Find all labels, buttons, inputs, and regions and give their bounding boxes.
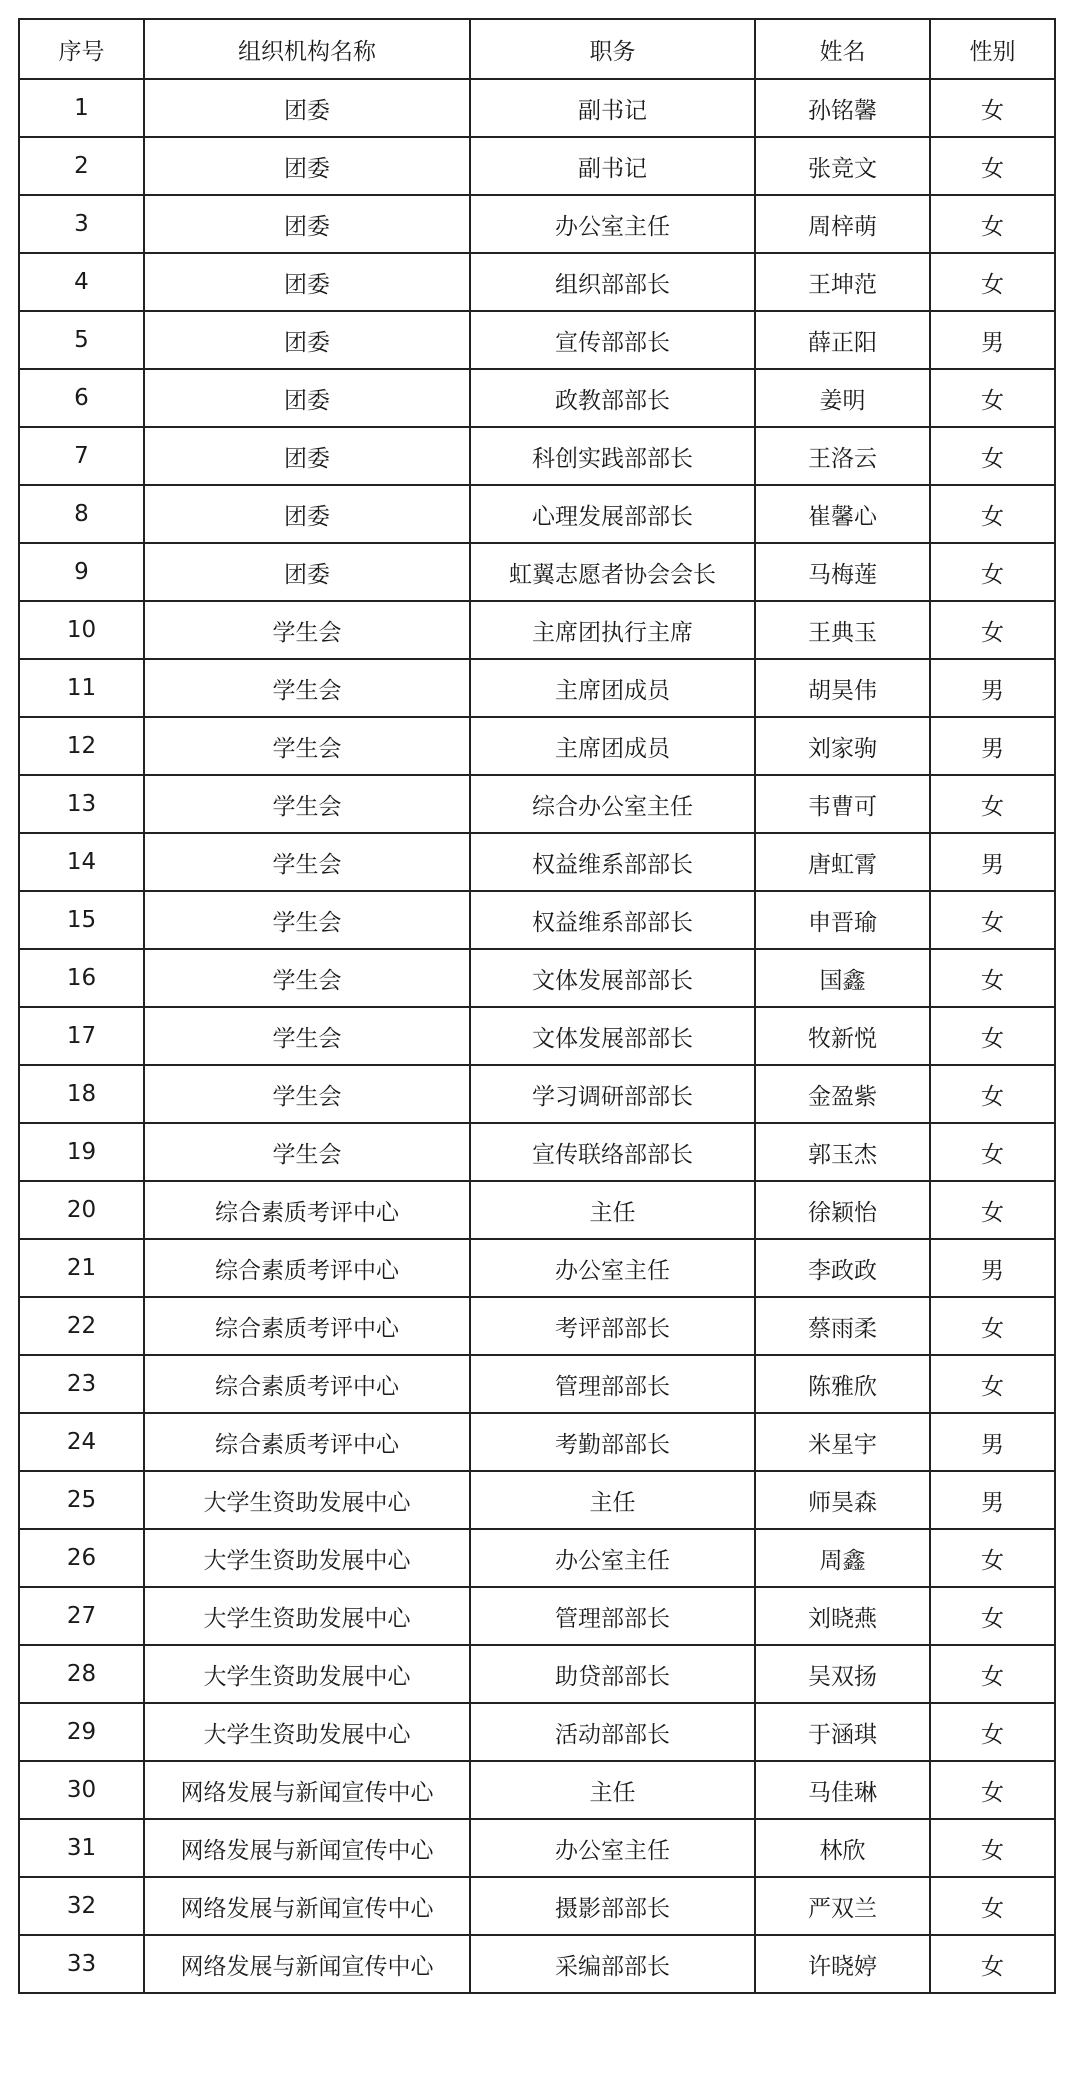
cell-organization: 团委 bbox=[144, 427, 470, 485]
cell-organization: 学生会 bbox=[144, 717, 470, 775]
table-row bbox=[19, 1413, 1055, 1471]
cell-gender: 女 bbox=[930, 1935, 1055, 1993]
cell-organization: 团委 bbox=[144, 253, 470, 311]
cell-position: 办公室主任 bbox=[470, 1529, 755, 1587]
cell-name: 薛正阳 bbox=[755, 311, 930, 369]
cell-name: 师昊森 bbox=[755, 1471, 930, 1529]
cell-gender: 女 bbox=[930, 195, 1055, 253]
cell-index: 6 bbox=[19, 369, 144, 427]
cell-name: 国鑫 bbox=[755, 949, 930, 1007]
table-row bbox=[19, 369, 1055, 427]
cell-organization: 学生会 bbox=[144, 1007, 470, 1065]
cell-position: 主席团执行主席 bbox=[470, 601, 755, 659]
table-row bbox=[19, 1529, 1055, 1587]
cell-organization: 大学生资助发展中心 bbox=[144, 1529, 470, 1587]
cell-organization: 学生会 bbox=[144, 775, 470, 833]
cell-name: 金盈紫 bbox=[755, 1065, 930, 1123]
cell-position: 政教部部长 bbox=[470, 369, 755, 427]
cell-position: 办公室主任 bbox=[470, 195, 755, 253]
table-row bbox=[19, 1239, 1055, 1297]
cell-name: 刘家驹 bbox=[755, 717, 930, 775]
cell-name: 徐颖怡 bbox=[755, 1181, 930, 1239]
cell-organization: 综合素质考评中心 bbox=[144, 1413, 470, 1471]
cell-organization: 网络发展与新闻宣传中心 bbox=[144, 1877, 470, 1935]
table-row bbox=[19, 1587, 1055, 1645]
header-row bbox=[19, 19, 1055, 79]
cell-gender: 女 bbox=[930, 1065, 1055, 1123]
cell-name: 孙铭馨 bbox=[755, 79, 930, 137]
table-row bbox=[19, 1703, 1055, 1761]
table-row bbox=[19, 485, 1055, 543]
cell-index: 22 bbox=[19, 1297, 144, 1355]
cell-name: 胡昊伟 bbox=[755, 659, 930, 717]
cell-name: 李政政 bbox=[755, 1239, 930, 1297]
cell-name: 许晓婷 bbox=[755, 1935, 930, 1993]
cell-index: 18 bbox=[19, 1065, 144, 1123]
cell-gender: 女 bbox=[930, 137, 1055, 195]
cell-organization: 网络发展与新闻宣传中心 bbox=[144, 1761, 470, 1819]
table-row bbox=[19, 311, 1055, 369]
cell-index: 19 bbox=[19, 1123, 144, 1181]
cell-organization: 团委 bbox=[144, 369, 470, 427]
table-row bbox=[19, 891, 1055, 949]
cell-position: 文体发展部部长 bbox=[470, 949, 755, 1007]
table-header bbox=[19, 19, 1055, 79]
cell-organization: 网络发展与新闻宣传中心 bbox=[144, 1935, 470, 1993]
cell-gender: 女 bbox=[930, 1587, 1055, 1645]
cell-gender: 女 bbox=[930, 485, 1055, 543]
cell-position: 副书记 bbox=[470, 79, 755, 137]
cell-index: 15 bbox=[19, 891, 144, 949]
cell-name: 米星宇 bbox=[755, 1413, 930, 1471]
cell-organization: 综合素质考评中心 bbox=[144, 1181, 470, 1239]
cell-position: 办公室主任 bbox=[470, 1819, 755, 1877]
cell-index: 16 bbox=[19, 949, 144, 1007]
cell-organization: 综合素质考评中心 bbox=[144, 1239, 470, 1297]
cell-position: 主任 bbox=[470, 1181, 755, 1239]
table-row bbox=[19, 833, 1055, 891]
cell-position: 心理发展部部长 bbox=[470, 485, 755, 543]
cell-name: 崔馨心 bbox=[755, 485, 930, 543]
cell-organization: 学生会 bbox=[144, 601, 470, 659]
cell-organization: 团委 bbox=[144, 79, 470, 137]
cell-position: 考勤部部长 bbox=[470, 1413, 755, 1471]
cell-index: 21 bbox=[19, 1239, 144, 1297]
cell-name: 陈雅欣 bbox=[755, 1355, 930, 1413]
cell-organization: 团委 bbox=[144, 195, 470, 253]
table-body bbox=[19, 79, 1055, 1993]
cell-name: 唐虹霄 bbox=[755, 833, 930, 891]
cell-name: 刘晓燕 bbox=[755, 1587, 930, 1645]
cell-gender: 女 bbox=[930, 79, 1055, 137]
table-row bbox=[19, 1877, 1055, 1935]
cell-organization: 网络发展与新闻宣传中心 bbox=[144, 1819, 470, 1877]
cell-name: 申晋瑜 bbox=[755, 891, 930, 949]
cell-name: 周鑫 bbox=[755, 1529, 930, 1587]
cell-position: 采编部部长 bbox=[470, 1935, 755, 1993]
cell-index: 1 bbox=[19, 79, 144, 137]
cell-organization: 团委 bbox=[144, 311, 470, 369]
cell-gender: 男 bbox=[930, 311, 1055, 369]
cell-gender: 男 bbox=[930, 1239, 1055, 1297]
cell-position: 活动部部长 bbox=[470, 1703, 755, 1761]
table-row bbox=[19, 949, 1055, 1007]
cell-gender: 女 bbox=[930, 427, 1055, 485]
cell-position: 摄影部部长 bbox=[470, 1877, 755, 1935]
cell-index: 9 bbox=[19, 543, 144, 601]
cell-index: 12 bbox=[19, 717, 144, 775]
cell-organization: 大学生资助发展中心 bbox=[144, 1587, 470, 1645]
cell-index: 29 bbox=[19, 1703, 144, 1761]
cell-name: 王洛云 bbox=[755, 427, 930, 485]
cell-name: 蔡雨柔 bbox=[755, 1297, 930, 1355]
cell-position: 办公室主任 bbox=[470, 1239, 755, 1297]
cell-gender: 女 bbox=[930, 1645, 1055, 1703]
cell-name: 吴双扬 bbox=[755, 1645, 930, 1703]
cell-gender: 女 bbox=[930, 1819, 1055, 1877]
cell-gender: 女 bbox=[930, 1007, 1055, 1065]
cell-index: 2 bbox=[19, 137, 144, 195]
table-row bbox=[19, 1007, 1055, 1065]
cell-gender: 女 bbox=[930, 1877, 1055, 1935]
cell-organization: 大学生资助发展中心 bbox=[144, 1703, 470, 1761]
table-row bbox=[19, 1355, 1055, 1413]
cell-name: 于涵琪 bbox=[755, 1703, 930, 1761]
cell-index: 27 bbox=[19, 1587, 144, 1645]
cell-index: 33 bbox=[19, 1935, 144, 1993]
cell-organization: 学生会 bbox=[144, 1065, 470, 1123]
cell-position: 综合办公室主任 bbox=[470, 775, 755, 833]
cell-gender: 女 bbox=[930, 543, 1055, 601]
cell-organization: 学生会 bbox=[144, 659, 470, 717]
cell-name: 马梅莲 bbox=[755, 543, 930, 601]
table-row bbox=[19, 137, 1055, 195]
cell-index: 13 bbox=[19, 775, 144, 833]
cell-gender: 女 bbox=[930, 369, 1055, 427]
cell-organization: 综合素质考评中心 bbox=[144, 1297, 470, 1355]
cell-position: 权益维系部部长 bbox=[470, 891, 755, 949]
cell-position: 主席团成员 bbox=[470, 717, 755, 775]
cell-position: 宣传部部长 bbox=[470, 311, 755, 369]
cell-name: 牧新悦 bbox=[755, 1007, 930, 1065]
cell-index: 4 bbox=[19, 253, 144, 311]
cell-organization: 团委 bbox=[144, 485, 470, 543]
cell-index: 7 bbox=[19, 427, 144, 485]
cell-gender: 男 bbox=[930, 1471, 1055, 1529]
table-row bbox=[19, 601, 1055, 659]
cell-index: 28 bbox=[19, 1645, 144, 1703]
header-position: 职务 bbox=[470, 19, 755, 79]
table-row bbox=[19, 717, 1055, 775]
cell-position: 主任 bbox=[470, 1471, 755, 1529]
cell-gender: 女 bbox=[930, 253, 1055, 311]
header-index: 序号 bbox=[19, 19, 144, 79]
cell-gender: 女 bbox=[930, 1297, 1055, 1355]
cell-position: 考评部部长 bbox=[470, 1297, 755, 1355]
cell-position: 管理部部长 bbox=[470, 1355, 755, 1413]
cell-gender: 女 bbox=[930, 1181, 1055, 1239]
table-row bbox=[19, 427, 1055, 485]
cell-organization: 大学生资助发展中心 bbox=[144, 1471, 470, 1529]
cell-name: 严双兰 bbox=[755, 1877, 930, 1935]
table-row bbox=[19, 1645, 1055, 1703]
cell-index: 25 bbox=[19, 1471, 144, 1529]
cell-name: 马佳琳 bbox=[755, 1761, 930, 1819]
cell-position: 管理部部长 bbox=[470, 1587, 755, 1645]
cell-gender: 女 bbox=[930, 1761, 1055, 1819]
header-organization: 组织机构名称 bbox=[144, 19, 470, 79]
cell-gender: 男 bbox=[930, 659, 1055, 717]
table-row bbox=[19, 253, 1055, 311]
cell-organization: 团委 bbox=[144, 543, 470, 601]
cell-name: 张竞文 bbox=[755, 137, 930, 195]
cell-index: 17 bbox=[19, 1007, 144, 1065]
cell-index: 5 bbox=[19, 311, 144, 369]
cell-index: 26 bbox=[19, 1529, 144, 1587]
cell-name: 王典玉 bbox=[755, 601, 930, 659]
table-row bbox=[19, 1761, 1055, 1819]
table-row bbox=[19, 1819, 1055, 1877]
header-gender: 性别 bbox=[930, 19, 1055, 79]
cell-gender: 男 bbox=[930, 833, 1055, 891]
cell-gender: 女 bbox=[930, 1355, 1055, 1413]
cell-organization: 学生会 bbox=[144, 833, 470, 891]
cell-position: 主席团成员 bbox=[470, 659, 755, 717]
table-row bbox=[19, 543, 1055, 601]
cell-name: 王坤范 bbox=[755, 253, 930, 311]
cell-organization: 团委 bbox=[144, 137, 470, 195]
cell-position: 组织部部长 bbox=[470, 253, 755, 311]
cell-index: 14 bbox=[19, 833, 144, 891]
cell-organization: 学生会 bbox=[144, 949, 470, 1007]
cell-organization: 学生会 bbox=[144, 891, 470, 949]
cell-gender: 女 bbox=[930, 775, 1055, 833]
table-row bbox=[19, 775, 1055, 833]
cell-name: 周梓萌 bbox=[755, 195, 930, 253]
cell-name: 郭玉杰 bbox=[755, 1123, 930, 1181]
cell-gender: 女 bbox=[930, 891, 1055, 949]
table-row bbox=[19, 1935, 1055, 1993]
table-row bbox=[19, 1065, 1055, 1123]
cell-index: 10 bbox=[19, 601, 144, 659]
cell-position: 副书记 bbox=[470, 137, 755, 195]
cell-index: 32 bbox=[19, 1877, 144, 1935]
cell-name: 姜明 bbox=[755, 369, 930, 427]
cell-position: 主任 bbox=[470, 1761, 755, 1819]
cell-organization: 学生会 bbox=[144, 1123, 470, 1181]
cell-name: 林欣 bbox=[755, 1819, 930, 1877]
cell-position: 权益维系部部长 bbox=[470, 833, 755, 891]
cell-position: 科创实践部部长 bbox=[470, 427, 755, 485]
roster-table bbox=[18, 18, 1056, 1994]
cell-index: 20 bbox=[19, 1181, 144, 1239]
cell-gender: 女 bbox=[930, 601, 1055, 659]
cell-position: 文体发展部部长 bbox=[470, 1007, 755, 1065]
table-row bbox=[19, 79, 1055, 137]
cell-gender: 女 bbox=[930, 1123, 1055, 1181]
table-row bbox=[19, 659, 1055, 717]
cell-index: 8 bbox=[19, 485, 144, 543]
cell-position: 学习调研部部长 bbox=[470, 1065, 755, 1123]
cell-gender: 女 bbox=[930, 949, 1055, 1007]
cell-index: 11 bbox=[19, 659, 144, 717]
cell-organization: 大学生资助发展中心 bbox=[144, 1645, 470, 1703]
cell-index: 3 bbox=[19, 195, 144, 253]
cell-gender: 女 bbox=[930, 1529, 1055, 1587]
table-row bbox=[19, 1471, 1055, 1529]
cell-gender: 女 bbox=[930, 1703, 1055, 1761]
cell-position: 宣传联络部部长 bbox=[470, 1123, 755, 1181]
cell-organization: 综合素质考评中心 bbox=[144, 1355, 470, 1413]
table-row bbox=[19, 1297, 1055, 1355]
table-row bbox=[19, 195, 1055, 253]
cell-index: 30 bbox=[19, 1761, 144, 1819]
cell-name: 韦曹可 bbox=[755, 775, 930, 833]
cell-position: 虹翼志愿者协会会长 bbox=[470, 543, 755, 601]
table-row bbox=[19, 1123, 1055, 1181]
cell-index: 24 bbox=[19, 1413, 144, 1471]
header-name: 姓名 bbox=[755, 19, 930, 79]
table-row bbox=[19, 1181, 1055, 1239]
cell-position: 助贷部部长 bbox=[470, 1645, 755, 1703]
cell-index: 31 bbox=[19, 1819, 144, 1877]
cell-gender: 男 bbox=[930, 717, 1055, 775]
cell-gender: 男 bbox=[930, 1413, 1055, 1471]
cell-index: 23 bbox=[19, 1355, 144, 1413]
